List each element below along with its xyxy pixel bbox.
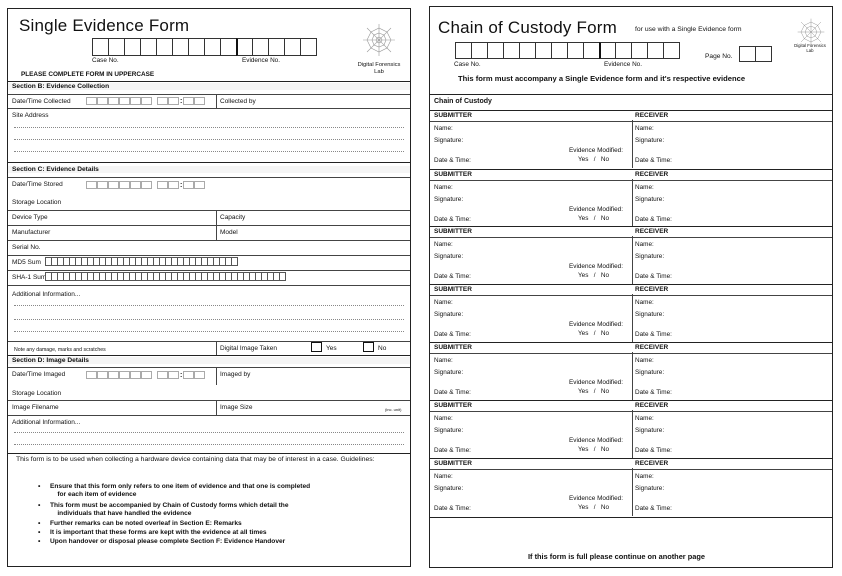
submitter-name-label: Name: — [434, 357, 453, 364]
guideline-bullet: • — [38, 483, 41, 490]
custody-entry[interactable] — [430, 400, 832, 458]
submitter-name-label: Name: — [434, 473, 453, 480]
evidence-modified-label: Evidence Modified: — [569, 495, 623, 502]
custody-entry[interactable] — [430, 284, 832, 342]
date-stored-row — [8, 177, 410, 195]
guideline-bullet: • — [38, 502, 41, 509]
guidance-intro: This form is to be used when collecting a hardware device containing data that may be of interest in a case. Guidelines: — [16, 456, 375, 463]
image-size-label: Image Size — [220, 404, 253, 411]
submitter-signature-label: Signature: — [434, 485, 464, 492]
digital-image-row — [8, 341, 410, 355]
evidence-modified-label: Evidence Modified: — [569, 379, 623, 386]
date-stored-label: Date/Time Stored — [12, 181, 63, 188]
evidence-modified-options[interactable]: Yes / No — [578, 388, 610, 395]
receiver-header: RECEIVER — [635, 228, 669, 235]
md5-label: MD5 Sum — [12, 259, 41, 266]
receiver-name-label: Name: — [635, 184, 654, 191]
image-storage-row[interactable] — [8, 385, 410, 400]
submitter-signature-label: Signature: — [434, 311, 464, 318]
receiver-signature-label: Signature: — [635, 369, 665, 376]
receiver-header: RECEIVER — [635, 112, 669, 119]
site-address-row[interactable] — [8, 108, 410, 160]
receiver-datetime-label: Date & Time: — [635, 447, 672, 454]
additional-info-c-row[interactable] — [8, 285, 410, 341]
device-type-row[interactable] — [8, 210, 410, 225]
custody-case-boxes[interactable] — [456, 42, 680, 59]
submitter-signature-label: Signature: — [434, 196, 464, 203]
submitter-header: SUBMITTER — [434, 460, 472, 467]
submitter-header: SUBMITTER — [434, 286, 472, 293]
serial-row[interactable] — [8, 240, 410, 255]
single-evidence-form — [7, 8, 411, 567]
yes-label: Yes — [326, 345, 337, 352]
capacity-label: Capacity — [220, 214, 246, 221]
digital-image-label: Digital Image Taken — [220, 345, 277, 352]
evidence-modified-label: Evidence Modified: — [569, 437, 623, 444]
date-collected-field[interactable]: : — [86, 97, 205, 105]
date-imaged-row — [8, 367, 410, 385]
chain-of-custody-form — [429, 6, 833, 568]
receiver-datetime-label: Date & Time: — [635, 273, 672, 280]
receiver-header: RECEIVER — [635, 171, 669, 178]
custody-entry[interactable] — [430, 342, 832, 400]
guideline-3: Further remarks can be noted overleaf in Section E: Remarks — [50, 520, 242, 527]
submitter-datetime-label: Date & Time: — [434, 447, 471, 454]
sha1-label: SHA-1 Sum — [12, 274, 47, 281]
submitter-name-label: Name: — [434, 125, 453, 132]
sha1-boxes[interactable] — [45, 272, 285, 281]
no-label: No — [378, 345, 387, 352]
submitter-datetime-label: Date & Time: — [434, 389, 471, 396]
uppercase-note: PLEASE COMPLETE FORM IN UPPERCASE — [21, 71, 155, 78]
guideline-2: This form must be accompanied by Chain of Custody forms which detail the individuals that have handled the evidence — [50, 502, 289, 517]
evidence-modified-options[interactable]: Yes / No — [578, 215, 610, 222]
submitter-header: SUBMITTER — [434, 344, 472, 351]
sha1-row — [8, 270, 410, 285]
guideline-bullet: • — [38, 520, 41, 527]
additional-info-d-label: Additional Information... — [12, 419, 81, 426]
evidence-modified-options[interactable]: Yes / No — [578, 156, 610, 163]
receiver-datetime-label: Date & Time: — [635, 389, 672, 396]
evidence-modified-label: Evidence Modified: — [569, 263, 623, 270]
receiver-header: RECEIVER — [635, 402, 669, 409]
receiver-datetime-label: Date & Time: — [635, 216, 672, 223]
guideline-4: It is important that these forms are kept with the evidence at all times — [50, 529, 267, 536]
receiver-header: RECEIVER — [635, 460, 669, 467]
collected-by-label: Collected by — [220, 98, 256, 105]
image-filename-row[interactable] — [8, 400, 410, 415]
submitter-datetime-label: Date & Time: — [434, 331, 471, 338]
submitter-signature-label: Signature: — [434, 369, 464, 376]
receiver-name-label: Name: — [635, 473, 654, 480]
receiver-datetime-label: Date & Time: — [635, 331, 672, 338]
manufacturer-label: Manufacturer — [12, 229, 51, 236]
receiver-header: RECEIVER — [635, 286, 669, 293]
evidence-modified-label: Evidence Modified: — [569, 206, 623, 213]
receiver-name-label: Name: — [635, 125, 654, 132]
submitter-name-label: Name: — [434, 415, 453, 422]
lab-name: Digital Forensics Lab — [794, 43, 826, 53]
continue-footer: If this form is full please continue on another page — [528, 552, 705, 561]
form-title: Single Evidence Form — [19, 16, 190, 35]
submitter-header: SUBMITTER — [434, 402, 472, 409]
section-b-heading: Section B: Evidence Collection — [8, 83, 410, 90]
receiver-name-label: Name: — [635, 357, 654, 364]
image-storage-label: Storage Location — [12, 390, 62, 397]
imaged-by-label: Imaged by — [220, 371, 251, 378]
date-collected-label: Date/Time Collected — [12, 98, 71, 105]
section-d-heading: Section D: Image Details — [8, 357, 410, 364]
image-filename-label: Image Filename — [12, 404, 59, 411]
image-size-unit: (inc. unit) — [385, 407, 402, 412]
additional-info-d-row[interactable] — [8, 415, 410, 453]
receiver-signature-label: Signature: — [635, 311, 665, 318]
receiver-signature-label: Signature: — [635, 427, 665, 434]
receiver-name-label: Name: — [635, 299, 654, 306]
receiver-signature-label: Signature: — [635, 485, 665, 492]
submitter-signature-label: Signature: — [434, 137, 464, 144]
section-c-heading: Section C: Evidence Details — [8, 166, 410, 173]
submitter-signature-label: Signature: — [434, 253, 464, 260]
web-logo-icon — [361, 22, 397, 58]
lab-name: Digital Forensics Lab — [357, 62, 401, 75]
storage-location-label: Storage Location — [12, 199, 62, 206]
custody-entry[interactable] — [430, 458, 832, 516]
receiver-name-label: Name: — [635, 241, 654, 248]
date-collected-row — [8, 94, 410, 108]
submitter-datetime-label: Date & Time: — [434, 273, 471, 280]
submitter-datetime-label: Date & Time: — [434, 216, 471, 223]
evidence-modified-options[interactable]: Yes / No — [578, 504, 610, 511]
custody-entry[interactable] — [430, 226, 832, 284]
accompany-note: This form must accompany a Single Evidence form and it's respective evidence — [458, 74, 746, 83]
custody-entry[interactable] — [430, 169, 832, 227]
submitter-signature-label: Signature: — [434, 427, 464, 434]
case-number-label: Case No. — [92, 57, 119, 64]
receiver-signature-label: Signature: — [635, 196, 665, 203]
custody-evidence-label: Evidence No. — [604, 61, 643, 68]
serial-label: Serial No. — [12, 244, 41, 251]
receiver-datetime-label: Date & Time: — [635, 505, 672, 512]
custody-form-subtitle: for use with a Single Evidence form — [635, 26, 742, 33]
page-number-boxes[interactable] — [739, 46, 772, 62]
storage-location-row[interactable] — [8, 195, 410, 210]
submitter-name-label: Name: — [434, 184, 453, 191]
model-label: Model — [220, 229, 238, 236]
submitter-name-label: Name: — [434, 299, 453, 306]
receiver-signature-label: Signature: — [635, 137, 665, 144]
evidence-modified-label: Evidence Modified: — [569, 147, 623, 154]
submitter-name-label: Name: — [434, 241, 453, 248]
guideline-bullet: • — [38, 538, 41, 545]
submitter-header: SUBMITTER — [434, 171, 472, 178]
evidence-modified-options[interactable]: Yes / No — [578, 330, 610, 337]
md5-row — [8, 255, 410, 270]
receiver-signature-label: Signature: — [635, 253, 665, 260]
date-imaged-label: Date/Time Imaged — [12, 371, 66, 378]
submitter-header: SUBMITTER — [434, 112, 472, 119]
site-address-label: Site Address — [12, 112, 49, 119]
custody-form-title: Chain of Custody Form — [438, 18, 617, 37]
evidence-modified-options[interactable]: Yes / No — [578, 446, 610, 453]
manufacturer-row[interactable] — [8, 225, 410, 240]
md5-boxes[interactable] — [45, 257, 237, 266]
additional-info-c-label: Additional Information... — [12, 291, 81, 298]
evidence-number-label: Evidence No. — [242, 57, 281, 64]
date-imaged-field[interactable]: : — [86, 371, 205, 379]
evidence-modified-options[interactable]: Yes / No — [578, 272, 610, 279]
custody-case-label: Case No. — [454, 61, 481, 68]
date-stored-field[interactable]: : — [86, 181, 205, 189]
case-number-boxes[interactable] — [93, 38, 317, 56]
image-taken-no-checkbox[interactable] — [363, 342, 374, 352]
submitter-header: SUBMITTER — [434, 228, 472, 235]
chain-of-custody-heading: Chain of Custody — [434, 98, 492, 105]
custody-entry[interactable] — [430, 110, 832, 168]
receiver-header: RECEIVER — [635, 344, 669, 351]
guideline-1: Ensure that this form only refers to one item of evidence and that one is completed for each item of evidence — [50, 483, 311, 498]
guideline-bullet: • — [38, 529, 41, 536]
damage-note: Note any damage, marks and scratches — [14, 347, 106, 353]
image-taken-yes-checkbox[interactable] — [311, 342, 322, 352]
receiver-datetime-label: Date & Time: — [635, 157, 672, 164]
guideline-5: Upon handover or disposal please complete Section F: Evidence Handover — [50, 538, 286, 545]
evidence-modified-label: Evidence Modified: — [569, 321, 623, 328]
submitter-datetime-label: Date & Time: — [434, 157, 471, 164]
device-type-label: Device Type — [12, 214, 48, 221]
submitter-datetime-label: Date & Time: — [434, 505, 471, 512]
page-number-label: Page No. — [705, 53, 733, 60]
receiver-name-label: Name: — [635, 415, 654, 422]
